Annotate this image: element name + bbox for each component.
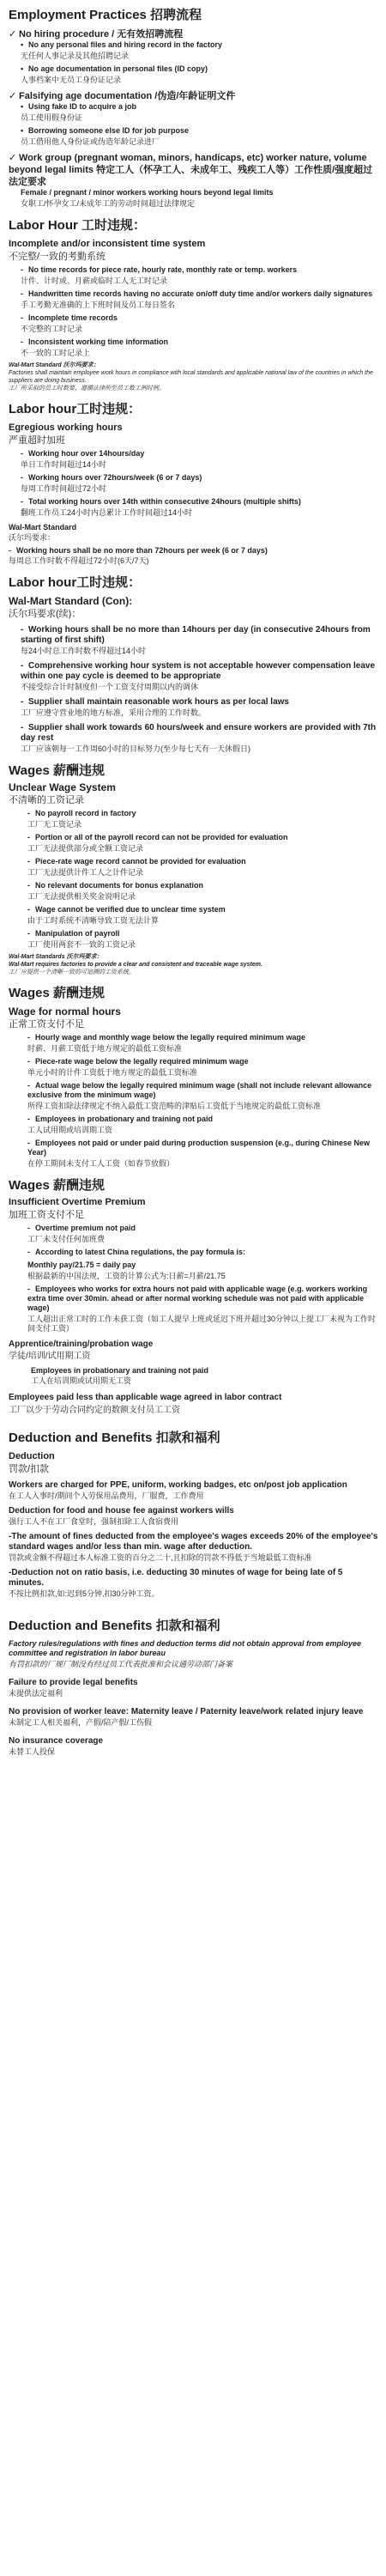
list-item: [21, 102, 379, 123]
item-text-zh: 由于工时系统不清晰导致工资无法计算: [27, 916, 160, 925]
item-text-zh: 工厂无法提供计件工人之计件记录: [27, 868, 144, 877]
item-text-zh: 工人试用期或培训期工资: [27, 1126, 113, 1134]
list-item: - According to latest China regulations, the pay formula is:: [27, 1248, 246, 1256]
section-deduction-2: [9, 1618, 379, 1757]
note-text-en: Factories shall maintain employee work hours in compliance with local standards and applicable national law of the countries in which the suppliers are doing business.: [9, 370, 373, 384]
section-labor-hour-2: [9, 401, 379, 566]
list-item: - No time records for piece rate, hourly rate, monthly rate or temp. workers 计件、计时或、月薪或临时工人无工时记录: [21, 265, 379, 286]
list-item: [21, 126, 379, 147]
bullet-list: [9, 1033, 379, 1169]
list-item: - Working hours over 72hours/week (6 or 7 days) 每周工作时间超过72小时: [21, 473, 379, 494]
list-item: - Manipulation of payroll 工厂使用两套不一致的工资记录: [27, 929, 379, 950]
item-text-en: -Deduction not on ratio basis, i.e. deducting 30 minutes of wage for being late of 5 minutes.: [9, 1568, 343, 1588]
item-text-en: Piece-rate wage record cannot be provided for evaluation: [35, 857, 246, 866]
item-heading: No hiring procedure / 无有效招聘流程: [19, 29, 184, 39]
section-labor-hour-3: [9, 574, 379, 754]
item-text-zh: 时薪、月薪工资低于地方规定的最低工资标准: [27, 1044, 183, 1053]
subheading-zh: 正常工资支付不足: [9, 1019, 84, 1030]
item-text-zh: 员工使用假身份证: [21, 113, 83, 122]
section-title: Labor hour工时违规：: [9, 575, 142, 590]
item-text-zh: 未制定工人相关福利，产假/陪产假/工伤假: [9, 1718, 153, 1727]
section-title: Wages 薪酬违规: [9, 1178, 105, 1193]
note-text-en: Wal-Mart requires factories to provide a clear and consistent and traceable wage system.: [9, 962, 262, 968]
list-item: - Employees not paid or under paid during production suspension (e.g., during Chinese New Year) 在停工期间未支付工人工资（如春节放假）: [27, 1139, 379, 1169]
item-text-en: Handwritten time records having no accurate on/off duty time and/or workers daily signatures: [28, 289, 373, 298]
list-item: - Employees in probationary and training not paid 工人试用期或培训期工资: [27, 1115, 379, 1135]
item-text-en: According to latest China regulations, the pay formula is:: [35, 1248, 246, 1256]
bullet-icon: •: [21, 102, 24, 111]
item-text-zh: 单元小时的计件工资低于地方规定的最低工资标准: [27, 1068, 198, 1077]
item-text-en: Comprehensive working hour system is not acceptable however compensation leave within one pay cycle is deemed to be appropriate: [21, 661, 376, 681]
list-item: - Portion or all of the payroll record can not be provided for evaluation 工厂无法提供部分或全额工资记录: [27, 833, 379, 854]
item-text-zh: 在停工期间未支付工人工资（如春节放假）: [27, 1159, 175, 1168]
standard-heading: Wal-Mart Standard (Con):: [9, 595, 133, 607]
item-text-en: Working hours shall be no more than 14hours per day (in consecutive 24hours from starting of first shift): [21, 625, 371, 645]
paragraph-en: Employees paid less than applicable wage agreed in labor contract: [9, 1393, 282, 1402]
subheading-zh: 加班工资支付不足: [9, 1210, 84, 1220]
item-text-en: No insurance coverage: [9, 1736, 104, 1746]
item-text-en: Using fake ID to acquire a job: [28, 102, 137, 111]
item-text-en: Working hour over 14hours/day: [28, 449, 145, 458]
standard-item: - Supplier shall work towards 60 hours/week and ensure workers are provided with 7th day rest: [21, 723, 377, 743]
bullet-list: [9, 102, 379, 147]
item-text-zh: 罚款或金额不得超过本人标准工资的百分之二十,且扣除的罚款不得低于当地最低工资标准: [9, 1553, 312, 1562]
standard-note: [9, 953, 379, 976]
note-text-zh: 工厂应提供一个清晰一致的可追溯的工资系统。: [9, 969, 135, 975]
section-title: Wages 薪酬违规: [9, 763, 105, 778]
item-text-zh: 在工人入事时/期间个人劳保用品费用，厂服费，工作费用: [9, 1492, 204, 1500]
list-item: - Actual wage below the legally required minimum wage (shall not include relevant allowance exclusive from the minimum wage) 所得工资扣除法律规定不纳入最低工资范畴的津贴后工资低于当地规定的最低工资标准: [27, 1081, 379, 1111]
item-text-en: Borrowing someone else ID for job purpose: [28, 126, 190, 135]
standard-heading-zh: 沃尔玛要求：: [9, 533, 56, 542]
section-title: Labor hour工时违规：: [9, 402, 142, 416]
item-text-en: Supplier shall work towards 60 hours/week and ensure workers are provided with 7th day rest: [21, 723, 377, 743]
item-text-zh: 工厂无法提供部分或全额工资记录: [27, 844, 144, 853]
item-text-zh: 不按比例扣款,如:迟到5分钟,扣30分钟工资。: [9, 1589, 160, 1598]
item-text-en: No age documentation in personal files (ID copy): [28, 64, 208, 73]
list-item: - Hourly wage and monthly wage below the legally required minimum wage 时薪、月薪工资低于地方规定的最低工资标准: [27, 1033, 379, 1054]
item-text-en: Supplier shall maintain reasonable work hours as per local laws: [28, 697, 289, 707]
section-title: Labor Hour 工时违规：: [9, 218, 146, 233]
section-title: Deduction and Benefits 扣款和福利: [9, 1431, 220, 1445]
item-text-zh: 未提供法定福利: [9, 1689, 63, 1698]
note-text-en: Factory rules/regulations with fines and deduction terms did not obtain approval from employee committee and registration in labor bureau: [9, 1639, 362, 1657]
bullet-list: [9, 40, 379, 85]
list-item: - Piece-rate wage record cannot be provided for evaluation 工厂无法提供计件工人之计件记录: [27, 857, 379, 878]
standard-item: - Supplier shall maintain reasonable work hours as per local laws: [21, 697, 289, 707]
item-text-zh: 强行工人不在工厂食堂时，强制扣除工人食宿费用: [9, 1517, 179, 1526]
subheading: Unclear Wage System: [9, 781, 116, 793]
apprentice-item: [9, 1365, 379, 1386]
list-item: - No payroll record in factory 工厂无工资记录: [27, 809, 379, 829]
item-text-zh: 工厂使用两套不一致的工资记录: [27, 940, 136, 949]
item-text-zh: 根据最新的中国法规，工资的计算公式为:日薪=月薪/21.75: [27, 1272, 226, 1280]
list-item: - Working hour over 14hours/day 单日工作时间超过14小时: [21, 449, 379, 470]
check-item: [9, 28, 379, 85]
item-text-en: Working hours shall be no more than 72hours per week (6 or 7 days): [16, 546, 268, 555]
note-title: Wal-Mart Standard 沃尔玛要求：: [9, 362, 100, 368]
check-item: [9, 90, 379, 147]
standard-item: - Working hours shall be no more than 72hours per week (6 or 7 days): [9, 546, 268, 555]
item-text-zh: 工厂无工资记录: [27, 820, 82, 829]
item-text-zh: 工厂应遵守营业地的地方标准，采用合理的工作时数。: [21, 708, 207, 717]
item-text-en: Piece-rate wage below the legally required minimum wage: [35, 1057, 249, 1066]
bullet-list: [9, 265, 379, 358]
item-text-zh: 未替工人投保: [9, 1747, 56, 1756]
list-item: [21, 40, 379, 61]
section-deduction-1: [9, 1430, 379, 1599]
check-mark-icon: ✓: [9, 29, 17, 39]
item-text-zh: 工厂无法提供相关奖金说明记录: [27, 892, 136, 901]
item-text-en: No any personal files and hiring record in the factory: [28, 40, 223, 49]
item-text-en: Overtime premium not paid: [35, 1224, 136, 1232]
section-labor-hour-1: [9, 217, 379, 392]
section-wages-2: [9, 985, 379, 1169]
item-text-zh: 计件、计时或、月薪或临时工人无工时记录: [21, 276, 168, 285]
item-text-zh: 每周总工作时数不得超过72小时(6天/7天): [9, 556, 149, 565]
list-item: [27, 1261, 379, 1281]
section-wages-1: [9, 762, 379, 976]
note-title: Wal-Mart Standards 沃尔玛要求：: [9, 954, 103, 960]
standard-heading: Wal-Mart Standard: [9, 523, 77, 532]
subheading-zh: 严重超时加班: [9, 435, 65, 446]
note-text-zh: 工厂所采取的员工时数要，遵循法律所至员工数工例时例。: [9, 386, 165, 392]
item-text-zh: 翻班工作员工24小时内总累计工作时间超过14小时: [21, 508, 193, 517]
item-text-en: Wage cannot be verified due to unclear time system: [35, 905, 226, 914]
section-wages-3: [9, 1177, 379, 1416]
section-title: Wages 薪酬违规: [9, 986, 105, 1000]
standard-list: [9, 625, 379, 754]
item-text-zh: 单日工作时间超过14小时: [21, 460, 107, 469]
item-text-en: Manipulation of payroll: [35, 929, 120, 938]
item-text-en: No relevant documents for bonus explanation: [35, 881, 204, 890]
list-item: - No relevant documents for bonus explanation 工厂无法提供相关奖金说明记录: [27, 881, 379, 902]
section-employment-practices: [9, 7, 379, 209]
section-title: Employment Practices 招聘流程: [9, 8, 202, 22]
subheading: Wage for normal hours: [9, 1005, 121, 1018]
bullet-icon: •: [21, 126, 24, 135]
item-text-zh: 工厂未支付任何加班费: [27, 1235, 106, 1243]
item-text-en: Actual wage below the legally required minimum wage (shall not include relevant allowance exclusive from the minimum wage): [27, 1081, 372, 1099]
item-text-zh: 无任何人事记录及其他招聘记录: [21, 52, 130, 60]
subheading: Apprentice/training/probation wage: [9, 1340, 154, 1349]
item-text-zh: 每周工作时间超过72小时: [21, 484, 107, 493]
subheading-zh: 罚款/扣款: [9, 1464, 50, 1474]
item-text-zh: 工人在培训期或试用期无工资: [31, 1376, 132, 1385]
item-heading: Falsifying age documentation /伪造/年龄证明文件: [19, 91, 236, 101]
list-item: - Handwritten time records having no accurate on/off duty time and/or workers daily signatures 手工考勤无准确的上下班时间及员工每日签名: [21, 289, 379, 310]
item-text-en: Monthly pay/21.75 = daily pay: [27, 1261, 136, 1269]
item-text-en: Employees in probationary and training not paid: [31, 1366, 209, 1375]
item-heading: Work group (pregnant woman, minors, handicaps, etc) worker nature, volume beyond legal limits 特定工人（怀孕工人、未成年工、残疾工人等）工作性质/强度超过法定要求: [9, 153, 373, 187]
item-text-en: Inconsistent working time information: [28, 337, 169, 346]
item-text-en: Deduction for food and house fee against workers wills: [9, 1506, 234, 1516]
list-item: - Incomplete time records 不完整的工时记录: [21, 313, 379, 334]
item-text-zh: 工厂应该朝每一工作周60小时的目标努力(至少每七天有一天休假日): [21, 744, 251, 753]
item-text-en: No payroll record in factory: [35, 809, 136, 817]
item-text-en: -The amount of fines deducted from the employee's wages exceeds 20% of the employee's standard wages and/or less than min. wage after deduction.: [9, 1532, 378, 1552]
standard-heading-zh: 沃尔玛要求(续)：: [9, 609, 81, 619]
check-item: [9, 152, 379, 209]
item-text-en: No time records for piece rate, hourly rate, monthly rate or temp. workers: [28, 265, 298, 274]
item-text-zh: 不一致的工时记录上: [21, 349, 91, 357]
standard-item: - Comprehensive working hour system is not acceptable however compensation leave within one pay cycle is deemed to be appropriate: [21, 661, 376, 681]
item-text-zh: 不接受综合计时制度但一个工资支付周期以内的调休: [21, 683, 199, 691]
list-item: - Total working hours over 14th within consecutive 24hours (multiple shifts) 翻班工作员工24小时内总累计工作时间超过14小时: [21, 497, 379, 518]
item-text-zh: 人事档案中无员工身份证记录: [21, 76, 122, 84]
item-text-en: No provision of worker leave: Maternity leave / Paternity leave/work related injury leave: [9, 1707, 364, 1716]
item-text-en: Employees not paid or under paid during production suspension (e.g., during Chinese New Year): [27, 1139, 371, 1157]
item-text-en: Hourly wage and monthly wage below the legally required minimum wage: [35, 1033, 306, 1042]
bullet-icon: •: [21, 64, 24, 73]
item-text-en: Portion or all of the payroll record can not be provided for evaluation: [35, 833, 288, 841]
item-text-zh: 手工考勤无准确的上下班时间及员工每日签名: [21, 301, 176, 309]
list-item: [21, 188, 379, 209]
list-item: - Inconsistent working time information 不一致的工时记录上: [21, 337, 379, 358]
item-text-en: Failure to provide legal benefits: [9, 1678, 138, 1687]
standard-item: - Working hours shall be no more than 14hours per day (in consecutive 24hours from starting of first shift): [21, 625, 371, 645]
item-text-en: Employees in probationary and training not paid: [35, 1115, 214, 1123]
bullet-icon: •: [21, 40, 24, 49]
bullet-list: [9, 188, 379, 209]
section-title: Deduction and Benefits 扣款和福利: [9, 1619, 220, 1633]
subheading-zh: 不完整/一致的考勤系统: [9, 252, 106, 262]
item-text-zh: 每24小时总工作时数不得超过14小时: [21, 647, 147, 655]
item-text-zh: 工人超出正常工时的工作未获工资（如工人提早上班或延迟下班并超过30分钟以上提工厂未视为工作时间支付工资）: [27, 1315, 377, 1333]
bullet-list: [9, 449, 379, 518]
list-item: - Employees who works for extra hours not paid with applicable wage (e.g. workers working extra time over 30min. ahead or after normal working schedule was not paid with applicable wage) 工人超出正常工时的工作未获工资（如工人提早上班或延迟下班并超过30分钟以上提工厂未视为工作时间支付工资）: [27, 1285, 379, 1334]
check-mark-icon: ✓: [9, 153, 17, 163]
item-text-zh: 女职工/怀孕女工/未成年工的劳动时间超过法律规定: [21, 199, 196, 208]
list-item: [21, 64, 379, 85]
item-text-en: Working hours over 72hours/week (6 or 7 days): [28, 473, 202, 482]
subheading-zh: 不清晰的工资记录: [9, 795, 84, 805]
item-text-zh: 员工借用他人身份证或伪造年龄记录进厂: [21, 137, 160, 146]
subheading: Insufficient Overtime Premium: [9, 1197, 146, 1207]
check-mark-icon: ✓: [9, 91, 17, 101]
list-item: - Wage cannot be verified due to unclear time system 由于工时系统不清晰导致工资无法计算: [27, 905, 379, 926]
item-text-zh: 所得工资扣除法律规定不纳入最低工资范畴的津贴后工资低于当地规定的最低工资标准: [27, 1102, 322, 1110]
item-text-en: Female / pregnant / minor workers working hours beyond legal limits: [21, 188, 274, 197]
item-text-en: Employees who works for extra hours not paid with applicable wage (e.g. workers working extra time over 30min. ahead or after normal working schedule was not paid with applicable wage): [27, 1285, 368, 1312]
item-text-en: Incomplete time records: [28, 313, 118, 322]
subheading: Egregious working hours: [9, 422, 123, 433]
item-text-en: Total working hours over 14th within consecutive 24hours (multiple shifts): [28, 497, 301, 506]
item-text-en: Workers are charged for PPE, uniform, working badges, etc on/post job application: [9, 1480, 347, 1490]
list-item: - Overtime premium not paid 工厂未支付任何加班费: [27, 1224, 379, 1244]
subheading: Deduction: [9, 1451, 55, 1461]
bullet-list: [9, 809, 379, 950]
subheading: Incomplete and/or inconsistent time system: [9, 239, 206, 249]
list-item: - Piece-rate wage below the legally required minimum wage 单元小时的计件工资低于地方规定的最低工资标准: [27, 1057, 379, 1078]
paragraph-zh: 工厂以少于劳动合同约定的数额支付员工工资: [9, 1406, 180, 1415]
note-text-zh: 有罚扣款的厂规厂制没有经过员工代表批准和会议通劳动部门备案: [9, 1660, 233, 1668]
item-text-zh: 不完整的工时记录: [21, 325, 83, 333]
subheading-zh: 学徒/培训/试用期工资: [9, 1352, 91, 1361]
standard-note: [9, 361, 379, 392]
bullet-list: [9, 1224, 379, 1334]
